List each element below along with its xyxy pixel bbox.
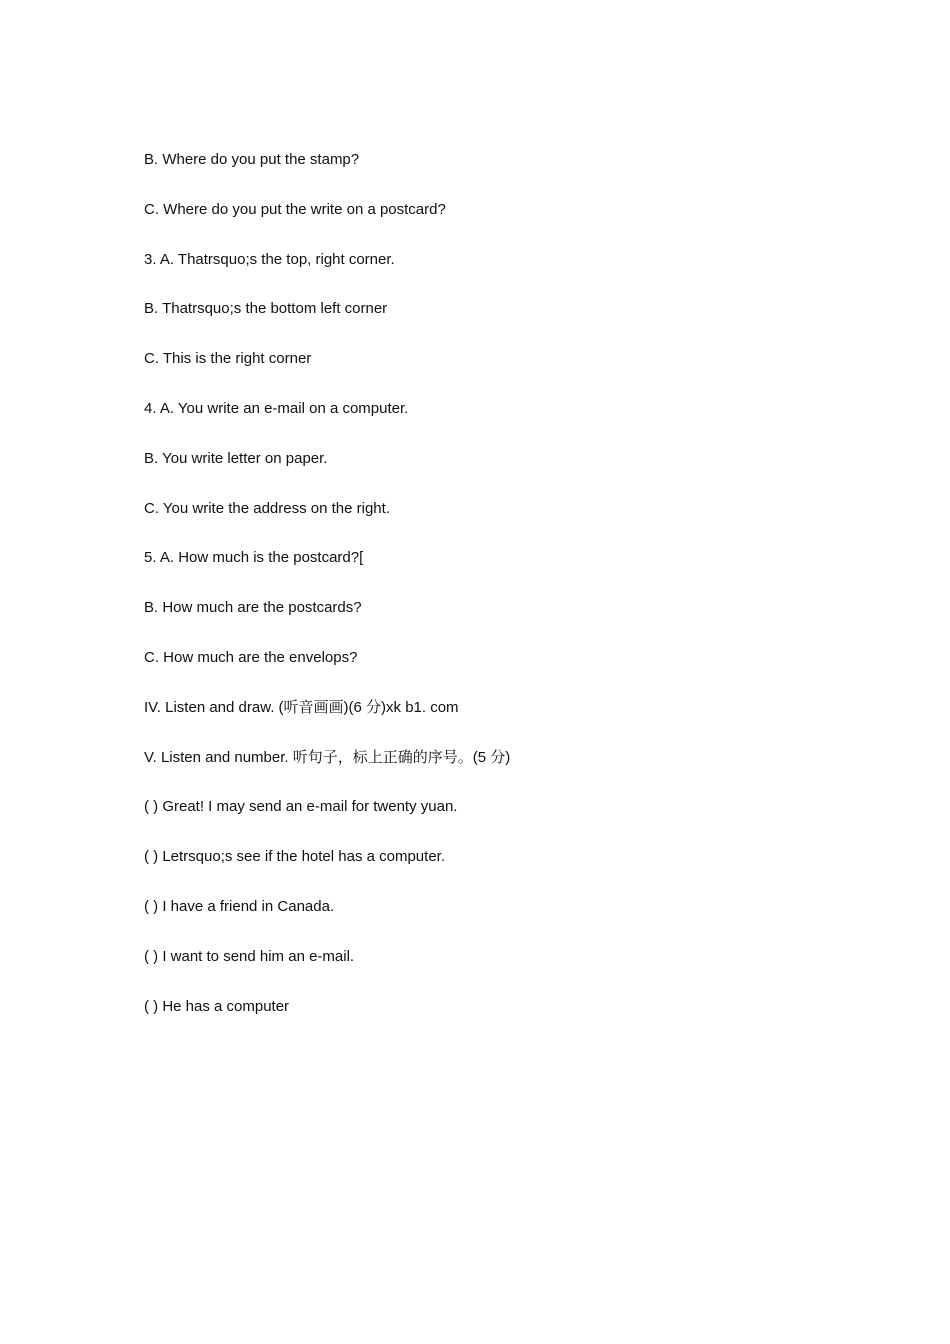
document-body	[144, 148, 844, 1044]
answer-option-line: C. Where do you put the write on a postcard?	[144, 200, 446, 218]
question-line: 4. A. You write an e-mail on a computer.	[144, 399, 409, 417]
answer-option-line: B. You write letter on paper.	[144, 449, 328, 467]
section-heading: IV. Listen and draw. (听音画画)(6 分)xk b1. com	[144, 698, 459, 716]
answer-option-line: C. You write the address on the right.	[144, 499, 390, 517]
question-line: 3. A. Thatrsquo;s the top, right corner.	[144, 250, 395, 268]
answer-option-line: C. How much are the envelops?	[144, 648, 358, 666]
numbering-item: ( ) Great! I may send an e-mail for twenty yuan.	[144, 798, 458, 816]
numbering-item: ( ) He has a computer	[144, 997, 290, 1015]
section-heading: V. Listen and number. 听句子，标上正确的序号。(5 分)	[144, 748, 511, 766]
answer-option-line: B. Where do you put the stamp?	[144, 151, 360, 168]
answer-option-line: C. This is the right corner	[144, 350, 312, 368]
numbering-item: ( ) Letrsquo;s see if the hotel has a computer.	[144, 848, 445, 866]
answer-option-line: B. Thatrsquo;s the bottom left corner	[144, 300, 388, 318]
answer-option-line: B. How much are the postcards?	[144, 599, 362, 617]
question-line: 5. A. How much is the postcard?[	[144, 549, 364, 567]
numbering-item: ( ) I want to send him an e-mail.	[144, 947, 355, 965]
numbering-item: ( ) I have a friend in Canada.	[144, 897, 335, 915]
